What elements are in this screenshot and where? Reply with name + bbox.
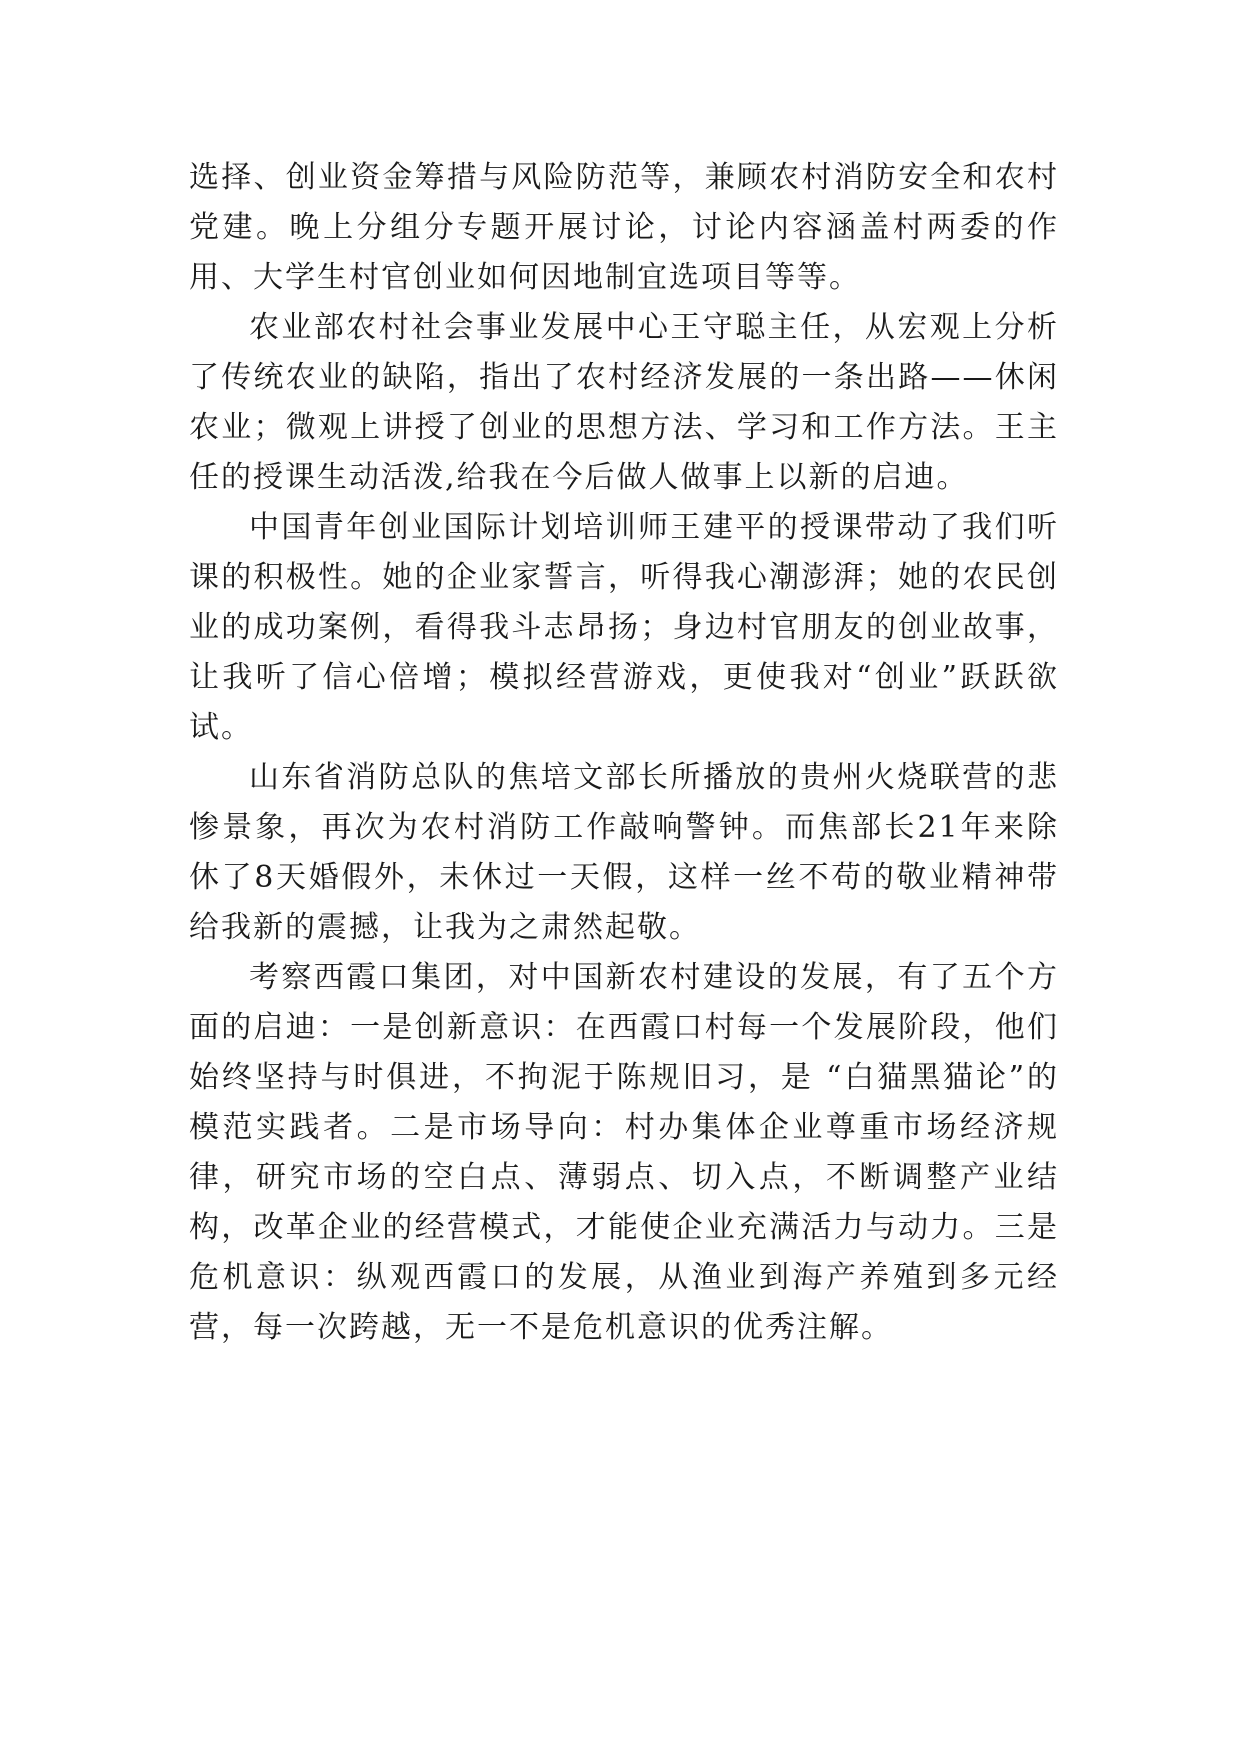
paragraph-continued: 选择、创业资金筹措与风险防范等，兼顾农村消防安全和农村党建。晚上分组分专题开展讨论，讨论内容涵盖村两委的作用、大学生村官创业如何因地制宜选项目等等。 [189,160,1059,295]
paragraph-xixiakou: 考察西霞口集团，对中国新农村建设的发展，有了五个方面的启迪：一是创新意识：在西霞口村每一个发展阶段，他们始终坚持与时俱进，不拘泥于陈规旧习，是 “白猫黑猫论”的模范实践者。二是市场导向：村办集体企业尊重市场经济规律，研究市场的空白点、薄弱点、切入点，不断调整产业结构，改革企业的经营模式，才能使企业充满活力与动力。三是危机意识：纵观西霞口的发展，从渔业到海产养殖到多元经营，每一次跨越，无一不是危机意识的优秀注解。 [189,960,1059,1345]
paragraph-wang-shoucong: 农业部农村社会事业发展中心王守聪主任，从宏观上分析了传统农业的缺陷，指出了农村经济发展的一条出路——休闲农业；微观上讲授了创业的思想方法、学习和工作方法。王主任的授课生动活泼,给我在今后做人做事上以新的启迪。 [189,310,1059,495]
paragraph-wang-jianping: 中国青年创业国际计划培训师王建平的授课带动了我们听课的积极性。她的企业家誓言，听得我心潮澎湃；她的农民创业的成功案例，看得我斗志昂扬；身边村官朋友的创业故事，让我听了信心倍增；模拟经营游戏，更使我对“创业”跃跃欲试。 [189,510,1059,745]
document-body [189,153,1059,1353]
paragraph-fire-safety: 山东省消防总队的焦培文部长所播放的贵州火烧联营的悲惨景象，再次为农村消防工作敲响警钟。而焦部长21年来除休了8天婚假外，未休过一天假，这样一丝不苟的敬业精神带给我新的震撼，让我为之肃然起敬。 [189,760,1059,945]
